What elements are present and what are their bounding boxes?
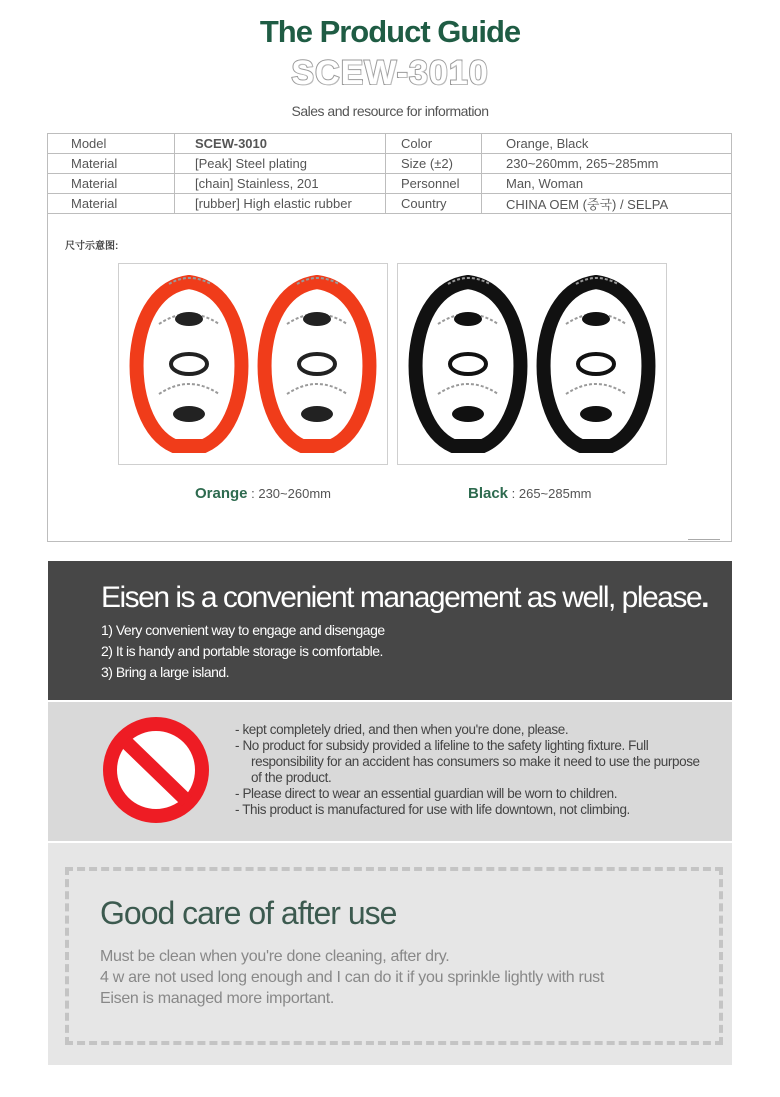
list-item: 3) Bring a large island.: [101, 664, 230, 680]
prohibited-icon: [101, 715, 211, 825]
features-headline-text: Eisen is a convenient management as well, please: [101, 581, 702, 614]
spec-value: CHINA OEM (중국) / SELPA: [482, 194, 732, 214]
spec-label: Model: [48, 134, 175, 154]
spec-value: [Peak] Steel plating: [175, 154, 386, 174]
table-row: [48, 154, 732, 174]
spec-value: Man, Woman: [482, 174, 732, 194]
spec-label: Country: [386, 194, 482, 214]
page-title: The Product Guide: [259, 14, 521, 49]
spec-label: Material: [48, 174, 175, 194]
features-list: [101, 620, 385, 683]
divider: [688, 539, 720, 540]
features-headline-end: .: [701, 581, 708, 614]
list-item: Must be clean when you're done cleaning, after dry.: [100, 948, 450, 965]
spec-label: Personnel: [386, 174, 482, 194]
table-row: [48, 174, 732, 194]
features-headline: [101, 581, 708, 615]
spec-value: [rubber] High elastic rubber: [175, 194, 386, 214]
spec-label: Material: [48, 154, 175, 174]
spec-section: [47, 133, 732, 542]
table-row: [48, 194, 732, 214]
spec-table: [47, 133, 732, 214]
orange-caption: [195, 485, 331, 502]
spec-label: Color: [386, 134, 482, 154]
size-diagram-label: 尺寸示意图:: [65, 241, 119, 252]
features-banner: [48, 561, 732, 700]
variant-size: : 230~260mm: [247, 486, 331, 501]
spec-value: 230~260mm, 265~285mm: [482, 154, 732, 174]
variant-name: Orange: [195, 485, 248, 502]
spec-label: Material: [48, 194, 175, 214]
list-item: 4 w are not used long enough and I can do it if you sprinkle lightly with rust: [100, 969, 605, 986]
list-item: - No product for subsidy provided a lifeline to the safety lighting fixture. Full responsibility for an accident has consumers so make it need to use the purpose of the product.: [235, 738, 700, 785]
list-item: 1) Very convenient way to engage and disengage: [101, 622, 385, 638]
spec-value: [chain] Stainless, 201: [175, 174, 386, 194]
orange-product-image: [118, 263, 388, 465]
table-row: [48, 134, 732, 154]
list-item: - Please direct to wear an essential guardian will be worn to children.: [235, 786, 618, 801]
page-subtitle: Sales and resource for information: [291, 103, 489, 119]
model-heading: SCEW-3010: [291, 54, 489, 92]
care-section: [48, 843, 732, 1065]
spec-value: SCEW-3010: [175, 134, 386, 154]
warnings-section: [48, 702, 732, 841]
variant-name: Black: [468, 485, 509, 502]
black-product-image: [397, 263, 667, 465]
warnings-list: [235, 722, 705, 818]
spec-value: Orange, Black: [482, 134, 732, 154]
list-item: 2) It is handy and portable storage is comfortable.: [101, 643, 383, 659]
care-list: [100, 946, 604, 1009]
care-title: Good care of after use: [100, 895, 397, 931]
list-item: - This product is manufactured for use with life downtown, not climbing.: [235, 802, 630, 817]
spec-label: Size (±2): [386, 154, 482, 174]
variant-size: : 265~285mm: [508, 486, 592, 501]
black-caption: [468, 485, 592, 502]
list-item: - kept completely dried, and then when you're done, please.: [235, 722, 569, 737]
list-item: Eisen is managed more important.: [100, 990, 335, 1007]
